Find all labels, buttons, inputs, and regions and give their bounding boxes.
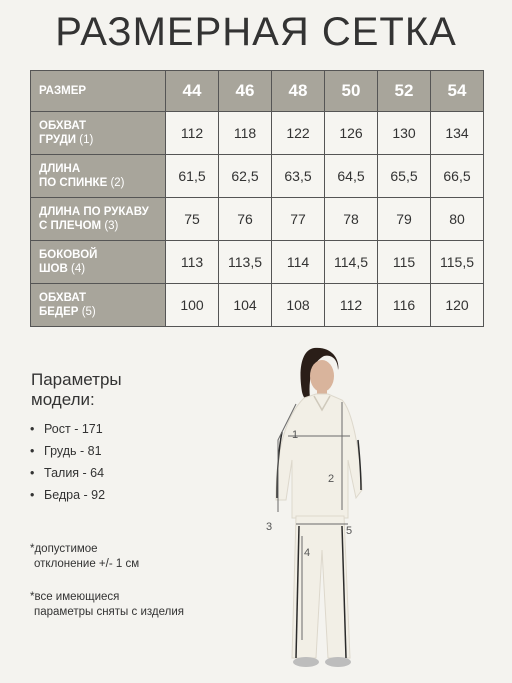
- table-cell: 115: [378, 241, 431, 284]
- table-cell: 113: [166, 241, 219, 284]
- measure-label-3: 3: [266, 521, 273, 533]
- row-label-num: (3): [104, 220, 119, 232]
- measure-label-2: 2: [328, 473, 335, 485]
- model-figure: [262, 340, 402, 670]
- row-label-line2: БЕДЕР: [39, 306, 79, 318]
- model-trousers: [292, 516, 353, 658]
- model-params-title-line1: Параметры: [31, 370, 122, 389]
- row-label-num: (4): [71, 263, 86, 275]
- table-cell: 122: [272, 112, 325, 155]
- row-label-line1: БОКОВОЙ: [39, 249, 98, 261]
- size-header: 50: [325, 71, 378, 112]
- row-label-line2: ШОВ: [39, 263, 68, 275]
- table-row: [31, 198, 484, 241]
- bullet-icon: •: [30, 444, 35, 458]
- model-params-title: [31, 370, 122, 410]
- table-cell: 104: [219, 284, 272, 327]
- list-item: [30, 486, 105, 508]
- table-cell: 61,5: [166, 155, 219, 198]
- note-line2: отклонение +/- 1 см: [34, 558, 140, 570]
- table-cell: 130: [378, 112, 431, 155]
- row-label-line2: ПО СПИНКЕ: [39, 177, 108, 189]
- table-cell: 108: [272, 284, 325, 327]
- row-label-line1: ОБХВАТ: [39, 292, 87, 304]
- model-sweatshirt: [276, 394, 362, 518]
- size-header: 48: [272, 71, 325, 112]
- model-params-list: [30, 420, 105, 508]
- table-cell: 75: [166, 198, 219, 241]
- list-item: [30, 442, 105, 464]
- table-cell: 77: [272, 198, 325, 241]
- table-cell: 114,5: [325, 241, 378, 284]
- row-label-line1: ДЛИНА: [39, 163, 81, 175]
- row-label-num: (1): [79, 134, 94, 146]
- model-shoe: [293, 657, 319, 667]
- note-line1: *допустимое: [30, 543, 98, 555]
- bullet-icon: •: [30, 488, 35, 502]
- measure-label-5: 5: [346, 525, 353, 537]
- list-item: [30, 464, 105, 486]
- page-title: РАЗМЕРНАЯ СЕТКА: [55, 10, 457, 54]
- bullet-icon: •: [30, 466, 35, 480]
- size-header: 44: [166, 71, 219, 112]
- row-label-line1: ДЛИНА ПО РУКАВУ: [39, 206, 149, 218]
- row-label-line2: С ПЛЕЧОМ: [39, 220, 102, 232]
- table-cell: 79: [378, 198, 431, 241]
- table-cell: 66,5: [431, 155, 484, 198]
- table-cell: 118: [219, 112, 272, 155]
- table-cell: 62,5: [219, 155, 272, 198]
- header-label: РАЗМЕР: [31, 71, 166, 112]
- model-face: [310, 360, 334, 392]
- table-cell: 63,5: [272, 155, 325, 198]
- row-label-line2: ГРУДИ: [39, 134, 77, 146]
- table-cell: 134: [431, 112, 484, 155]
- param-text: Бедра - 92: [44, 488, 106, 502]
- row-label: [31, 198, 166, 241]
- table-cell: 126: [325, 112, 378, 155]
- table-cell: 112: [325, 284, 378, 327]
- table-cell: 65,5: [378, 155, 431, 198]
- bullet-icon: •: [30, 422, 35, 436]
- param-text: Рост - 171: [44, 422, 103, 436]
- table-cell: 112: [166, 112, 219, 155]
- measure-label-4: 4: [304, 547, 311, 559]
- measure-label-1: 1: [292, 429, 299, 441]
- param-text: Грудь - 81: [44, 444, 102, 458]
- table-cell: 115,5: [431, 241, 484, 284]
- table-row: [31, 112, 484, 155]
- note-line1: *все имеющиеся: [30, 591, 120, 603]
- row-label: [31, 112, 166, 155]
- table-cell: 64,5: [325, 155, 378, 198]
- table-cell: 114: [272, 241, 325, 284]
- table-row: [31, 155, 484, 198]
- row-label: [31, 284, 166, 327]
- note-line2: параметры сняты с изделия: [34, 606, 184, 618]
- table-row: [31, 284, 484, 327]
- tolerance-note: [30, 542, 139, 572]
- table-cell: 76: [219, 198, 272, 241]
- size-chart-table: [30, 70, 484, 327]
- row-label: [31, 241, 166, 284]
- table-cell: 80: [431, 198, 484, 241]
- table-cell: 113,5: [219, 241, 272, 284]
- table-cell: 120: [431, 284, 484, 327]
- size-header: 52: [378, 71, 431, 112]
- table-cell: 78: [325, 198, 378, 241]
- row-label-num: (2): [110, 177, 125, 189]
- size-header: 46: [219, 71, 272, 112]
- measurement-note: [30, 590, 184, 620]
- param-text: Талия - 64: [44, 466, 105, 480]
- model-params-title-line2: модели:: [31, 390, 95, 409]
- row-label: [31, 155, 166, 198]
- table-row: [31, 241, 484, 284]
- table-header-row: [31, 71, 484, 112]
- list-item: [30, 420, 105, 442]
- model-shoe: [325, 657, 351, 667]
- row-label-line1: ОБХВАТ: [39, 120, 87, 132]
- size-header: 54: [431, 71, 484, 112]
- row-label-num: (5): [81, 306, 96, 318]
- table-cell: 100: [166, 284, 219, 327]
- table-cell: 116: [378, 284, 431, 327]
